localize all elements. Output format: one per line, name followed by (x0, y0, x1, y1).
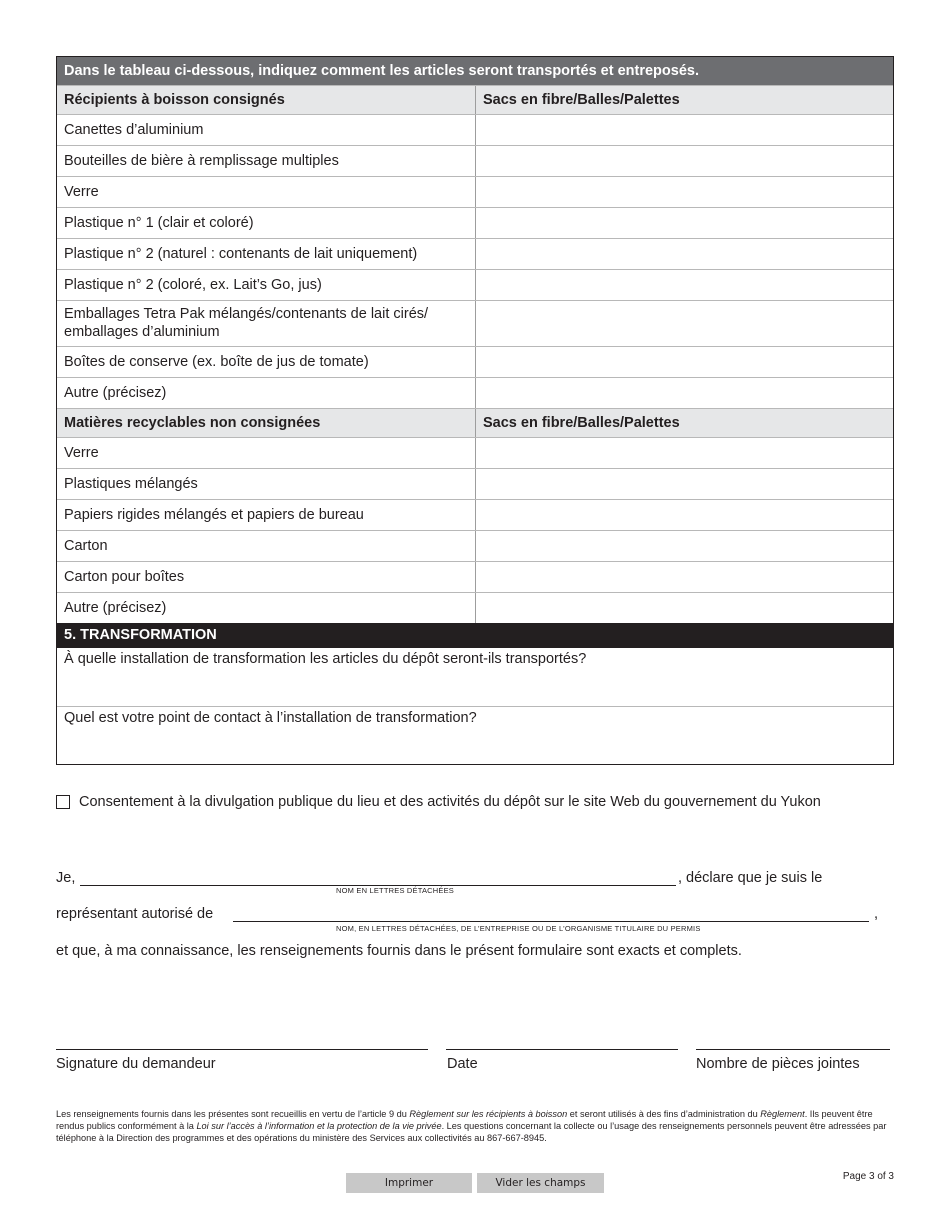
row-label: Carton (57, 531, 476, 561)
page-number: Page 3 of 3 (842, 1171, 894, 1182)
table-row (57, 377, 893, 408)
declaration-je: Je, (56, 870, 76, 886)
table-row (57, 499, 893, 530)
table-row (57, 300, 893, 346)
row-label: Verre (57, 177, 476, 207)
processing-facility-question: À quelle installation de transformation les articles du dépôt seront-ils transportés? (64, 651, 587, 667)
table-row (57, 437, 893, 468)
table-row (57, 114, 893, 145)
table-banner: Dans le tableau ci-dessous, indiquez comment les articles seront transportés et entreposés. (57, 57, 893, 85)
storage-input[interactable] (476, 239, 893, 269)
attachments-label: Nombre de pièces jointes (696, 1056, 860, 1072)
group2-header-left: Matières recyclables non consignées (57, 409, 476, 437)
storage-input[interactable] (476, 270, 893, 300)
table-row (57, 145, 893, 176)
table-row (57, 346, 893, 377)
row-label: Verre (57, 438, 476, 468)
table-row (57, 468, 893, 499)
transformation-section-title: 5. TRANSFORMATION (57, 623, 893, 648)
consent-checkbox[interactable] (56, 795, 70, 809)
table-row (57, 207, 893, 238)
row-label: Boîtes de conserve (ex. boîte de jus de tomate) (57, 347, 476, 377)
row-label: Papiers rigides mélangés et papiers de bureau (57, 500, 476, 530)
row-label: Plastiques mélangés (57, 469, 476, 499)
storage-input[interactable] (476, 593, 893, 623)
attachments-line[interactable] (696, 1035, 890, 1050)
print-button[interactable]: Imprimer (346, 1173, 472, 1193)
signature-label: Signature du demandeur (56, 1056, 216, 1072)
clear-fields-button[interactable]: Vider les champs (477, 1173, 604, 1193)
storage-input[interactable] (476, 177, 893, 207)
storage-input[interactable] (476, 347, 893, 377)
name-caption: NOM EN LETTRES DÉTACHÉES (336, 886, 455, 895)
table-row (57, 269, 893, 300)
declaration-statement: et que, à ma connaissance, les renseignements fournis dans le présent formulaire sont exacts et complets. (56, 943, 742, 959)
processing-facility-field[interactable] (57, 648, 893, 706)
storage-input[interactable] (476, 378, 893, 408)
row-label: Autre (précisez) (57, 378, 476, 408)
group2-header (57, 408, 893, 437)
row-label: Carton pour boîtes (57, 562, 476, 592)
privacy-notice: Les renseignements fournis dans les présentes sont recueillis en vertu de l’article 9 du Règlement sur les récipients à boisson et seront utilisés à des fins d’administration du Règlement. Ils peuvent être rendus publics conformément à la Loi sur l’accès à l’information et la protection de la vie privée. Les questions concernant la collecte ou l’usage des renseignements personnels peuvent être adressées par téléphone à la Direction des programmes et des opérations du ministère des Services aux collectivités au 867-667-8945. (56, 1109, 887, 1143)
storage-input[interactable] (476, 301, 893, 346)
row-label: Autre (précisez) (57, 593, 476, 623)
row-label: Plastique n° 2 (coloré, ex. Lait’s Go, jus) (57, 270, 476, 300)
consent-label: Consentement à la divulgation publique du lieu et des activités du dépôt sur le site Web du gouvernement du Yukon (79, 794, 821, 810)
signature-line[interactable] (56, 1035, 428, 1050)
row-label: Canettes d’aluminium (57, 115, 476, 145)
storage-input[interactable] (476, 500, 893, 530)
storage-input[interactable] (476, 562, 893, 592)
date-line[interactable] (446, 1035, 678, 1050)
row-label: Plastique n° 1 (clair et coloré) (57, 208, 476, 238)
row-label: Plastique n° 2 (naturel : contenants de lait uniquement) (57, 239, 476, 269)
transport-storage-table (56, 56, 894, 765)
storage-input[interactable] (476, 115, 893, 145)
table-row (57, 238, 893, 269)
storage-input[interactable] (476, 208, 893, 238)
row-label: Bouteilles de bière à remplissage multiples (57, 146, 476, 176)
consent-row (56, 794, 821, 810)
table-row (57, 176, 893, 207)
declaration-representative: représentant autorisé de (56, 906, 214, 922)
organization-name-line[interactable] (233, 907, 869, 922)
table-row (57, 592, 893, 623)
row-label: Emballages Tetra Pak mélangés/contenants de lait cirés/ emballages d’aluminium (57, 301, 476, 346)
group1-header (57, 85, 893, 114)
storage-input[interactable] (476, 531, 893, 561)
date-label: Date (447, 1056, 478, 1072)
storage-input[interactable] (476, 146, 893, 176)
organization-caption: NOM, EN LETTRES DÉTACHÉES, DE L’ENTREPRISE OU DE L’ORGANISME TITULAIRE DU PERMIS (336, 924, 701, 933)
contact-person-field[interactable] (57, 706, 893, 764)
contact-person-question: Quel est votre point de contact à l’installation de transformation? (64, 710, 477, 726)
applicant-name-line[interactable] (80, 871, 676, 886)
declaration-comma: , (874, 906, 879, 922)
group2-header-right: Sacs en fibre/Balles/Palettes (483, 415, 680, 431)
group1-header-right: Sacs en fibre/Balles/Palettes (483, 92, 680, 108)
storage-input[interactable] (476, 469, 893, 499)
table-row (57, 530, 893, 561)
declaration-suffix: , déclare que je suis le (678, 870, 823, 886)
storage-input[interactable] (476, 438, 893, 468)
group1-header-left: Récipients à boisson consignés (57, 86, 476, 114)
table-row (57, 561, 893, 592)
